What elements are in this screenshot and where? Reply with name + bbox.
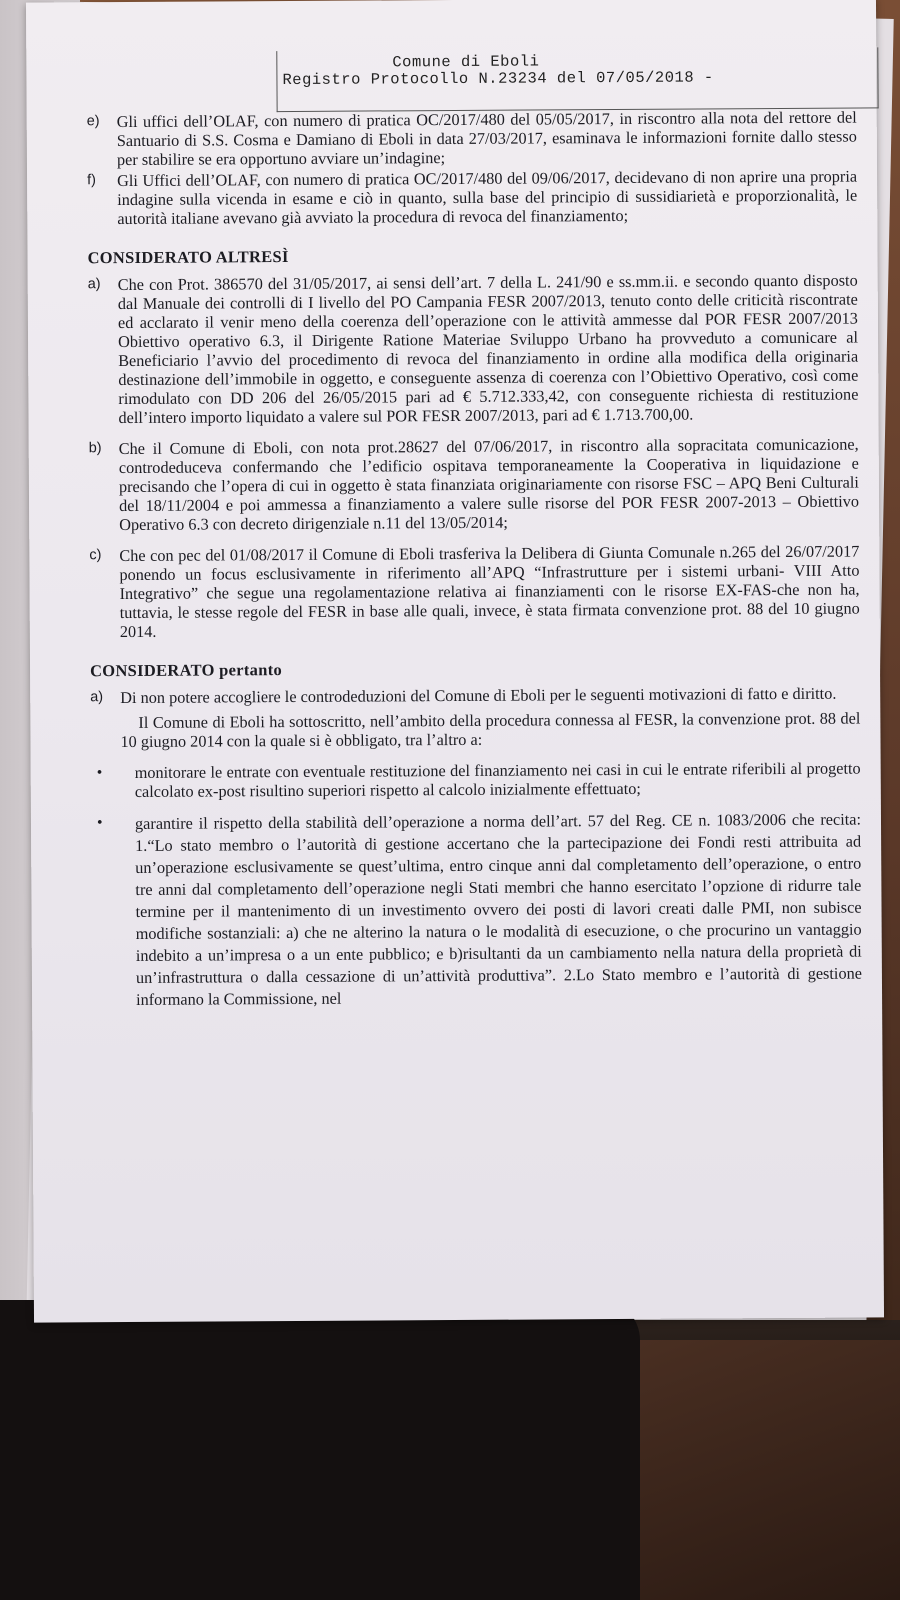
document-body	[87, 108, 862, 1014]
list-item-text: Gli Uffici dell’OLAF, con numero di pratica OC/2017/480 del 09/06/2017, decidevano di non aprire una propria indagine sulla vicenda in esame e ciò in quanto, sulla base del principio di sussidiarietà e proporzionalità, le autorità italiane avevano già avviato la procedura di revoca del finanziamento;	[117, 166, 858, 229]
list-marker: e)	[86, 113, 100, 130]
section-heading-considerato-pertanto	[90, 657, 860, 681]
document-page	[26, 0, 884, 1323]
list-marker: f)	[87, 172, 96, 189]
list-item-text: Di non potere accogliere le controdeduzioni del Comune di Eboli per le seguenti motivazioni di fatto e diritto.	[120, 683, 837, 708]
list-item-text: Che con Prot. 386570 del 31/05/2017, ai sensi dell’art. 7 della L. 241/90 e ss.mm.ii. e secondo quanto disposto dal Manuale dei controlli di I livello del PO Campania FESR 2007/2013, tenuto conto delle criticità riscontrate ed acclarato il venir meno della coerenza dell’operazione con le attività ammesse dal POR FESR 2007/2013 Obiettivo operativo 6.3, il Dirigente Ratione Materiae Sviluppo Urbano ha provveduto a comunicare al Beneficiario l’avvio del procedimento di revoca del finanziamento in ordine alla modifica della originaria destinazione dell’immobile in oggetto, e conseguente assenza di coerenza con l’Obiettivo Operativo, così come rimodulato con DD 206 del 26/05/2015 pari ad € 5.712.333,42, con conseguente richiesta di restituzione dell’intero importo liquidato a valere sul POR FESR 2007/2013, pari ad € 1.713.700,00.	[117, 270, 859, 428]
heading-rest-part: pertanto	[214, 660, 283, 680]
stamp-registry-line: Registro Protocollo N.23234 del 07/05/2018 -	[282, 68, 714, 90]
protocol-stamp	[276, 47, 878, 112]
list-item-text: Che il Comune di Eboli, con nota prot.28627 del 07/06/2017, in riscontro alla sopracitata comunicazione, controdeduceva confermando che l’edificio ospitava temporaneamente la Cooperativa in liquidazione e precisando che l’opera di cui in oggetto è stata finanziata originariamente con risorse FSC – APQ Beni Culturali del 18/11/2004 e poi ammessa a finanziamento a valere sulle risorse del POR FESR 2007-2013 – Obiettivo Operativo 6.3 con decreto dirigenziale n.11 del 13/05/2014;	[118, 434, 860, 535]
list-item-a	[88, 271, 859, 428]
heading-bold-part: CONSIDERATO	[90, 660, 215, 681]
background-dark-object	[0, 1300, 640, 1600]
list-marker: c)	[89, 547, 102, 564]
bullet-item-garantire	[91, 809, 862, 1012]
bullet-text: monitorare le entrate con eventuale restituzione del finanziamento nei casi in cui le entrate riferibili al progetto calcolato ex-post risultino superiori rispetto al calcolo inizialmente effettuato;	[134, 758, 861, 801]
bullet-symbol: •	[96, 764, 103, 782]
list-item-b	[89, 435, 860, 535]
section-heading-considerato-altresi: CONSIDERATO ALTRESÌ	[87, 247, 289, 268]
list-item-e	[87, 108, 857, 170]
bullet-symbol: •	[96, 814, 103, 832]
stamp-municipality: Comune di Eboli	[392, 52, 540, 72]
bullet-text: garantire il rispetto della stabilità dell’operazione a norma dell’art. 57 del Reg. CE n. 1083/2006 che recita: 1.“Lo stato membro o l’autorità di gestione accertano che la partecipazione dei Fondi resti attribuita ad un’operazione esclusivamente se quest’ultima, entro cinque anni dal completamento dell’operazione, o entro tre anni dal completamento dell’operazione negli Stati membri che hanno esercitato l’opzione di ridurre tale termine per il mantenimento di un investimento ovvero dei posti di lavori creati dalle PMI, non subisce modifiche sostanziali: a) che ne alterino la natura o le modalità di esecuzione, o che procurino un vantaggio indebito a un’impresa o a un ente pubblico; e b)risultanti da un cambiamento nella natura della proprietà di un’infrastruttura o dalla cessazione di un’attività produttiva”. 2.Lo Stato membro e l’autorità di gestione informano la Commissione, nel	[134, 809, 862, 1009]
background-floor-tiles	[620, 1340, 900, 1600]
list-marker: a)	[90, 689, 104, 706]
list-item-f	[87, 167, 857, 229]
list-item-text: Gli uffici dell’OLAF, con numero di pratica OC/2017/480 del 05/05/2017, in riscontro alla nota del rettore del Santuario di S.S. Cosma e Damiano di Eboli in data 27/03/2017, esaminava le informazioni fornite dallo stesso per stabilire se era opportuno avviare un’indagine;	[116, 107, 857, 170]
list-item-a-pertanto	[90, 684, 860, 708]
paragraph-convenzione	[120, 709, 860, 752]
list-marker: a)	[87, 276, 101, 293]
list-item-c	[89, 542, 860, 642]
list-item-text: Che con pec del 01/08/2017 il Comune di Eboli trasferiva la Delibera di Giunta Comunale n.265 del 26/07/2017 ponendo un focus esclusivamente in riferimento all’APQ “Infrastrutture per i sistemi urbani- VIII Atto Integrativo” che segue una regolamentazione relativa ai finanziamenti con le risorse EX-FAS-che non ha, tuttavia, le stesse regole del FESR in base alle quali, invece, è stata firmata convenzione prot. 88 del 10 giugno 2014.	[119, 541, 860, 642]
list-marker: b)	[88, 440, 102, 457]
bullet-item-monitorare	[91, 759, 861, 802]
paragraph-text: Il Comune di Eboli ha sottoscritto, nell’ambito della procedura connessa al FESR, la convenzione prot. 88 del 10 giugno 2014 con la quale si è obbligato, tra l’altro a:	[120, 708, 861, 752]
